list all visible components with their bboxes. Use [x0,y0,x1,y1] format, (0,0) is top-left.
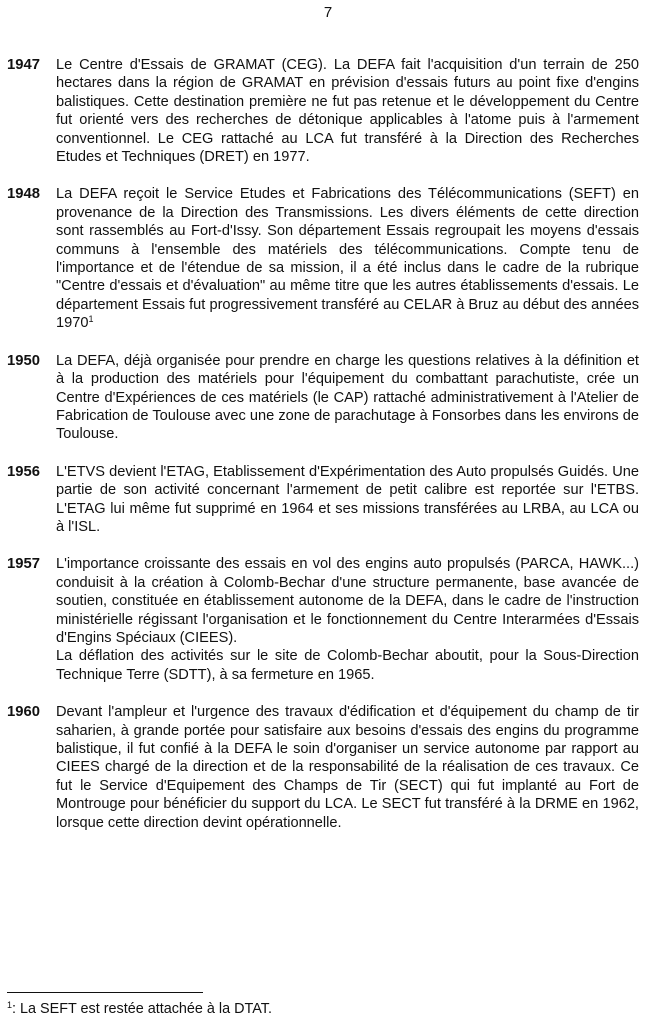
entry-text [56,352,639,444]
footnote [7,1000,272,1019]
entry-year: 1947 [7,57,40,73]
entry-year: 1948 [7,186,40,203]
entry-year: 1956 [7,463,40,480]
entry-year: 1950 [7,352,40,369]
entry-text [56,463,639,537]
entry-year: 1960 [7,704,40,721]
entry-1957 [7,555,639,684]
entry-paragraph-text: La DEFA reçoit le Service Etudes et Fabrications des Télécommunications (SEFT) en provenance de la Direction des Transmissions. Les divers éléments de cette direction sont rassemblés au Fort-d'Issy. Son département Essais regroupait les moyens d'essais communs à l'ensemble des matériels des télécommunications. Compte tenu de l'importance et de l'étendue de sa mission, il a été inclus dans le cadre de la rubrique "Centre d'essais et d'évaluation" au même titre que les autres établissements d'essais. Le département Essais fut progressivement transféré au CELAR à Bruz au début des années 1970 [56,186,639,332]
entry-text [56,185,639,332]
entry-year: 1957 [7,556,40,573]
entry-text [56,555,639,684]
footnote-separator [7,992,203,993]
entry-text [56,703,639,832]
entry-paragraph: Le Centre d'Essais de GRAMAT (CEG). La DEFA fait l'acquisition d'un terrain de 250 hectares dans la région de GRAMAT en prévision d'essais futurs au point fixe d'engins balistiques. Cette destination première ne fut pas retenue et le développement du Centre fut orienté vers des recherches de détonique applicables à l'atome puis à l'armement conventionnel. Le CEG rattaché au LCA fut transféré à la Direction des Recherches Etudes et Techniques (DRET) en 1977. [56,57,639,166]
entry-text [56,56,639,166]
entry-paragraph: L'importance croissante des essais en vol des engins auto propulsés (PARCA, HAWK...) conduisit à la création à Colomb-Bechar d'une structure permanente, base avancée de soutien, constituée en établissement autonome de la DEFA, dans le cadre de l'instruction ministérielle régissant l'organisation et le fonctionnement du Centre Interarmées d'Essais d'Engins Spéciaux (CIEES). [56,556,639,646]
entry-paragraph: La déflation des activités sur le site de Colomb-Bechar aboutit, pour la Sous-Direction Technique Terre (SDTT), à sa fermeture en 1965. [56,648,639,683]
footnote-reference: 1 [88,314,94,325]
entry-1947 [7,56,639,166]
entry-1948 [7,185,639,332]
entry-paragraph: L'ETVS devient l'ETAG, Etablissement d'Expérimentation des Auto propulsés Guidés. Une partie de son activité concernant l'armement de petit calibre est reportée sur l'ETBS. L'ETAG lui même fut supprimé en 1964 et ses missions transférées au LRBA, au LCA ou à l'ISL. [56,463,639,535]
footnote-mark: 1 [7,1000,13,1010]
entry-paragraph: La DEFA, déjà organisée pour prendre en charge les questions relatives à la définition et à la production des matériels pour l'équipement du combattant parachutiste, crée un Centre d'Expériences de ces matériels (le CAP) rattaché administrativement à l'Atelier de Fabrication de Toulouse avec une zone de parachutage à Fonsorbes dans les environs de Toulouse. [56,352,639,443]
entry-paragraph: Devant l'ampleur et l'urgence des travaux d'édification et d'équipement du champ de tir saharien, à grande portée pour satisfaire aux besoins d'essais des engins du programme balistique, il fut confié à la DEFA le soin d'organiser un service autonome par rapport au CIEES chargé de la direction et de la responsabilité de la réalisation de ces travaux. Ce fut le Service d'Equipement des Champs de Tir (SECT) qui fut implanté au Fort de Montrouge pour bénéficier du support du LCA. Le SECT fut transféré à la DRME en 1962, lorsque cette direction devint opérationnelle. [56,704,639,831]
entry-1960 [7,703,639,832]
entry-paragraph [56,185,639,332]
entry-1950 [7,352,639,444]
footnote-text: : La SEFT est restée attachée à la DTAT. [12,1001,272,1017]
chronology-entries [7,56,639,851]
entry-1956 [7,463,639,537]
page-number: 7 [323,4,333,21]
